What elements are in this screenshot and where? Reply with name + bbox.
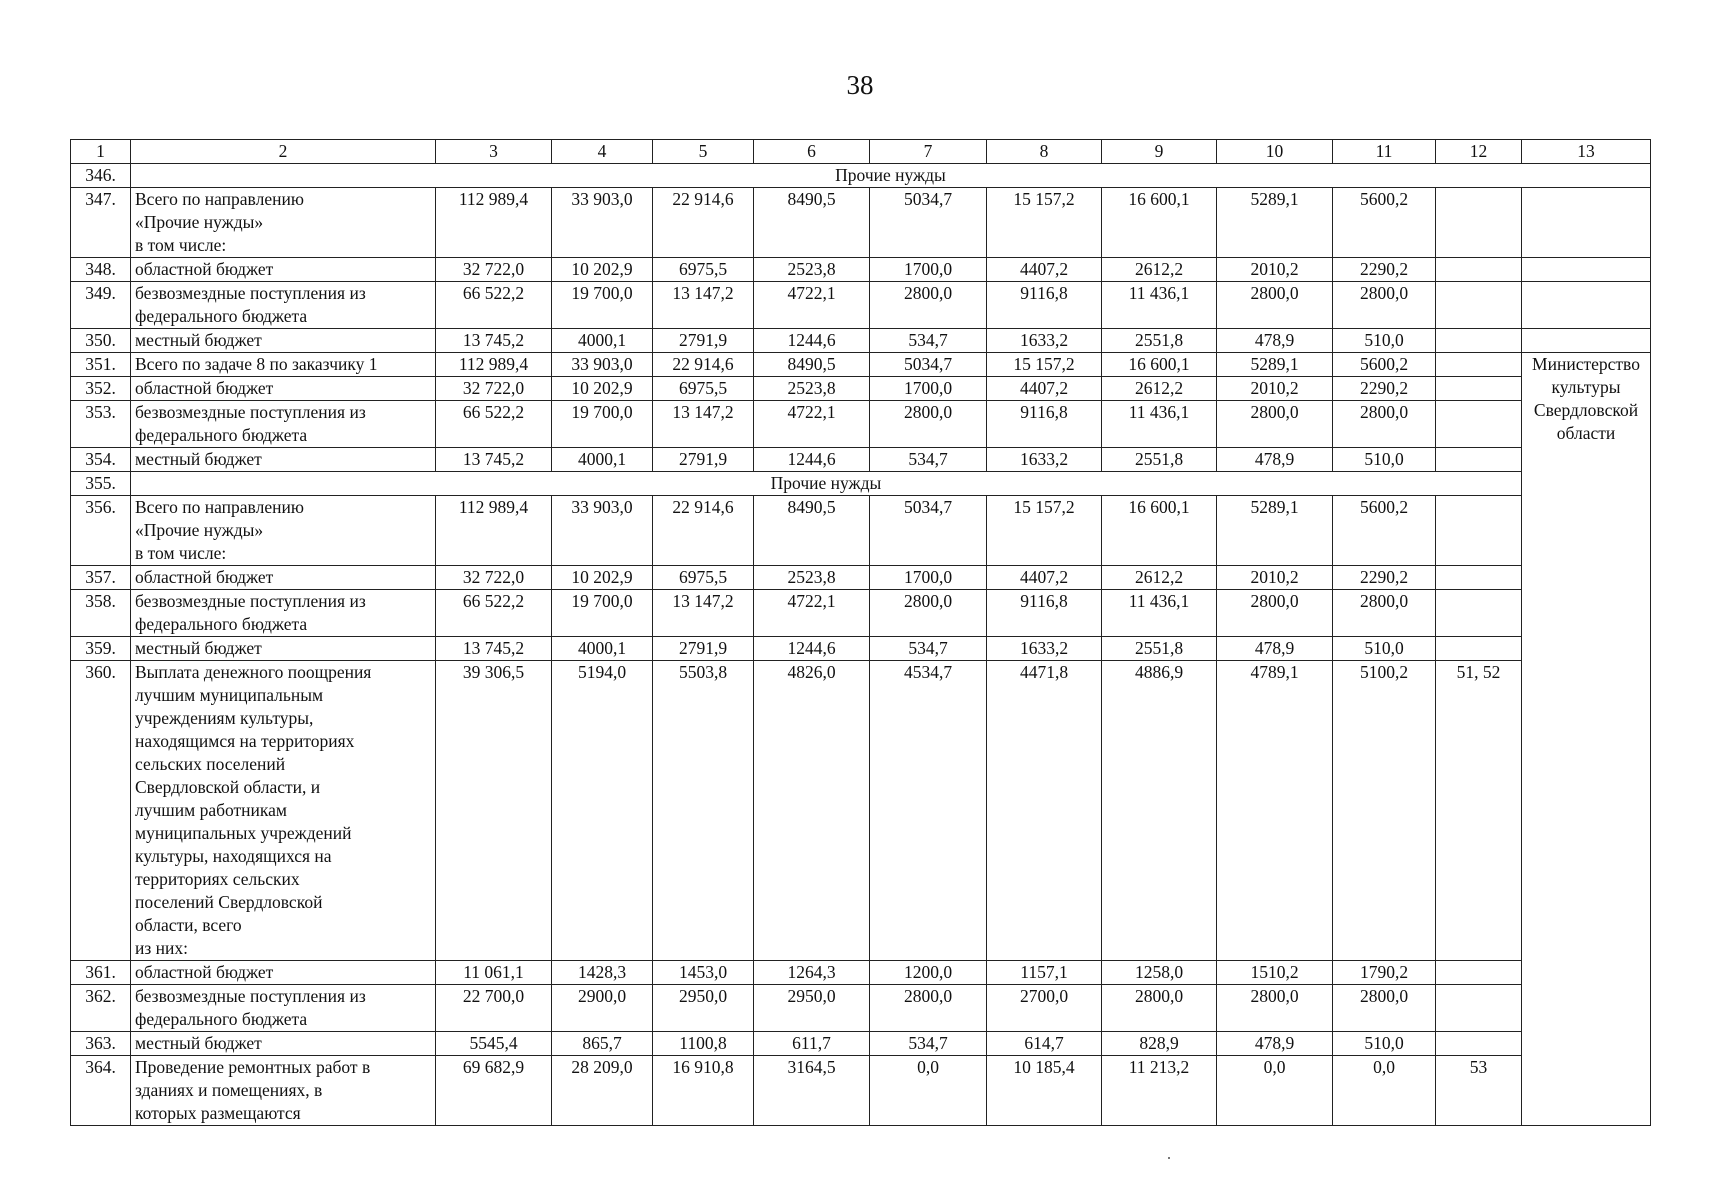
row-description (131, 282, 436, 329)
column-header-11: 11 (1333, 140, 1436, 164)
value-cell-col-11: 5600,2 (1333, 496, 1436, 566)
value-cell-col-4: 865,7 (552, 1032, 653, 1056)
value-cell-col-9: 2551,8 (1102, 637, 1217, 661)
table-row (71, 1056, 1651, 1126)
section-title: Прочие нужды (131, 472, 1522, 496)
row-description (131, 496, 436, 566)
row-number: 357. (71, 566, 131, 590)
value-cell-col-10: 478,9 (1217, 329, 1333, 353)
value-cell-col-5: 6975,5 (653, 258, 754, 282)
row-number: 363. (71, 1032, 131, 1056)
description-line: лучшим муниципальным (135, 685, 324, 705)
value-cell-col-10: 1510,2 (1217, 961, 1333, 985)
row-number: 359. (71, 637, 131, 661)
table-row (71, 282, 1651, 329)
value-cell-col-11: 1790,2 (1333, 961, 1436, 985)
value-cell-col-3: 112 989,4 (436, 188, 552, 258)
value-cell-col-5: 5503,8 (653, 661, 754, 961)
value-cell-col-7: 0,0 (870, 1056, 987, 1126)
column-header-2: 2 (131, 140, 436, 164)
row-number: 358. (71, 590, 131, 637)
value-cell-col-10: 2800,0 (1217, 985, 1333, 1032)
row-number: 349. (71, 282, 131, 329)
table-row (71, 377, 1651, 401)
value-cell-col-9: 2800,0 (1102, 985, 1217, 1032)
value-cell-col-5: 13 147,2 (653, 282, 754, 329)
value-cell-col-4: 5194,0 (552, 661, 653, 961)
value-cell-col-10: 5289,1 (1217, 188, 1333, 258)
value-cell-col-11: 2290,2 (1333, 377, 1436, 401)
value-cell-col-3: 39 306,5 (436, 661, 552, 961)
value-cell-col-5: 2791,9 (653, 448, 754, 472)
description-line: областной бюджет (135, 567, 274, 587)
value-cell-col-7: 1700,0 (870, 258, 987, 282)
value-cell-col-3: 13 745,2 (436, 329, 552, 353)
responsible-cell-empty (1522, 258, 1651, 282)
value-cell-col-7: 1700,0 (870, 377, 987, 401)
value-cell-col-6: 4722,1 (754, 401, 870, 448)
value-cell-col-3: 66 522,2 (436, 282, 552, 329)
row-description (131, 258, 436, 282)
value-cell-col-8: 4407,2 (987, 377, 1102, 401)
value-cell-col-6: 4722,1 (754, 590, 870, 637)
row-number: 351. (71, 353, 131, 377)
target-indicator-cell (1436, 961, 1522, 985)
row-number: 362. (71, 985, 131, 1032)
value-cell-col-6: 1244,6 (754, 448, 870, 472)
row-number: 360. (71, 661, 131, 961)
value-cell-col-8: 9116,8 (987, 401, 1102, 448)
value-cell-col-7: 2800,0 (870, 590, 987, 637)
row-number: 364. (71, 1056, 131, 1126)
value-cell-col-3: 22 700,0 (436, 985, 552, 1032)
value-cell-col-8: 15 157,2 (987, 188, 1102, 258)
value-cell-col-6: 1244,6 (754, 637, 870, 661)
value-cell-col-6: 8490,5 (754, 188, 870, 258)
row-number: 361. (71, 961, 131, 985)
description-line: местный бюджет (135, 638, 262, 658)
table-row (71, 1032, 1651, 1056)
value-cell-col-8: 1633,2 (987, 637, 1102, 661)
row-description (131, 329, 436, 353)
value-cell-col-11: 0,0 (1333, 1056, 1436, 1126)
table-row (71, 353, 1651, 377)
value-cell-col-8: 4471,8 (987, 661, 1102, 961)
description-line: безвозмездные поступления из (135, 402, 366, 422)
target-indicator-cell (1436, 377, 1522, 401)
value-cell-col-9: 2612,2 (1102, 258, 1217, 282)
description-line: федерального бюджета (135, 1009, 308, 1029)
description-line: Всего по направлению (135, 497, 304, 517)
value-cell-col-10: 5289,1 (1217, 353, 1333, 377)
target-indicator-cell (1436, 258, 1522, 282)
description-line: из них: (135, 938, 188, 958)
responsible-executor-cell (1522, 353, 1651, 1126)
description-line: Выплата денежного поощрения (135, 662, 372, 682)
value-cell-col-9: 16 600,1 (1102, 188, 1217, 258)
description-line: муниципальных учреждений (135, 823, 352, 843)
value-cell-col-11: 2290,2 (1333, 566, 1436, 590)
column-header-12: 12 (1436, 140, 1522, 164)
section-title: Прочие нужды (131, 164, 1651, 188)
value-cell-col-10: 2010,2 (1217, 566, 1333, 590)
description-line: зданиях и помещениях, в (135, 1080, 323, 1100)
column-header-7: 7 (870, 140, 987, 164)
value-cell-col-5: 22 914,6 (653, 353, 754, 377)
table-row (71, 329, 1651, 353)
value-cell-col-8: 10 185,4 (987, 1056, 1102, 1126)
table-row (71, 985, 1651, 1032)
row-number: 348. (71, 258, 131, 282)
target-indicator-cell (1436, 590, 1522, 637)
row-description (131, 353, 436, 377)
description-line: области, всего (135, 915, 242, 935)
value-cell-col-7: 2800,0 (870, 985, 987, 1032)
row-number: 347. (71, 188, 131, 258)
value-cell-col-3: 112 989,4 (436, 496, 552, 566)
description-line: безвозмездные поступления из (135, 986, 366, 1006)
row-description (131, 1032, 436, 1056)
value-cell-col-9: 16 600,1 (1102, 496, 1217, 566)
row-number: 346. (71, 164, 131, 188)
value-cell-col-3: 13 745,2 (436, 637, 552, 661)
value-cell-col-5: 1453,0 (653, 961, 754, 985)
value-cell-col-4: 33 903,0 (552, 353, 653, 377)
row-description (131, 448, 436, 472)
value-cell-col-3: 32 722,0 (436, 258, 552, 282)
value-cell-col-5: 22 914,6 (653, 188, 754, 258)
value-cell-col-10: 4789,1 (1217, 661, 1333, 961)
description-line: сельских поселений (135, 754, 286, 774)
table-row (71, 961, 1651, 985)
row-description (131, 566, 436, 590)
description-line: учреждениям культуры, (135, 708, 314, 728)
row-description (131, 590, 436, 637)
value-cell-col-8: 9116,8 (987, 590, 1102, 637)
value-cell-col-5: 16 910,8 (653, 1056, 754, 1126)
value-cell-col-8: 1633,2 (987, 329, 1102, 353)
value-cell-col-8: 4407,2 (987, 258, 1102, 282)
value-cell-col-7: 534,7 (870, 637, 987, 661)
budget-table (70, 139, 1651, 1126)
responsible-line: Министерство (1532, 354, 1640, 374)
value-cell-col-11: 5100,2 (1333, 661, 1436, 961)
value-cell-col-7: 1200,0 (870, 961, 987, 985)
responsible-line: Свердловской (1533, 400, 1639, 420)
description-line: «Прочие нужды» (135, 520, 264, 540)
value-cell-col-6: 4826,0 (754, 661, 870, 961)
value-cell-col-5: 13 147,2 (653, 401, 754, 448)
value-cell-col-9: 2551,8 (1102, 448, 1217, 472)
value-cell-col-4: 2900,0 (552, 985, 653, 1032)
value-cell-col-4: 19 700,0 (552, 590, 653, 637)
value-cell-col-4: 1428,3 (552, 961, 653, 985)
table-row (71, 661, 1651, 961)
value-cell-col-6: 611,7 (754, 1032, 870, 1056)
description-line: Проведение ремонтных работ в (135, 1057, 371, 1077)
column-header-13: 13 (1522, 140, 1651, 164)
responsible-cell-empty (1522, 282, 1651, 329)
table-row (71, 258, 1651, 282)
row-description (131, 637, 436, 661)
value-cell-col-4: 19 700,0 (552, 282, 653, 329)
value-cell-col-9: 16 600,1 (1102, 353, 1217, 377)
value-cell-col-10: 2010,2 (1217, 258, 1333, 282)
value-cell-col-4: 4000,1 (552, 637, 653, 661)
target-indicator-cell (1436, 401, 1522, 448)
value-cell-col-7: 1700,0 (870, 566, 987, 590)
description-line: Свердловской области, и (135, 777, 321, 797)
description-line: территориях сельских (135, 869, 300, 889)
row-description (131, 985, 436, 1032)
value-cell-col-6: 8490,5 (754, 353, 870, 377)
responsible-line: культуры (1551, 377, 1621, 397)
row-description (131, 661, 436, 961)
value-cell-col-9: 11 213,2 (1102, 1056, 1217, 1126)
value-cell-col-3: 69 682,9 (436, 1056, 552, 1126)
table-row (71, 637, 1651, 661)
value-cell-col-9: 11 436,1 (1102, 401, 1217, 448)
row-description (131, 961, 436, 985)
value-cell-col-9: 1258,0 (1102, 961, 1217, 985)
table-row (71, 590, 1651, 637)
value-cell-col-8: 1633,2 (987, 448, 1102, 472)
target-indicator-cell: 53 (1436, 1056, 1522, 1126)
description-line: местный бюджет (135, 1033, 262, 1053)
value-cell-col-5: 6975,5 (653, 566, 754, 590)
value-cell-col-5: 6975,5 (653, 377, 754, 401)
table-row (71, 448, 1651, 472)
value-cell-col-3: 112 989,4 (436, 353, 552, 377)
description-line: областной бюджет (135, 259, 274, 279)
value-cell-col-11: 510,0 (1333, 329, 1436, 353)
value-cell-col-11: 510,0 (1333, 637, 1436, 661)
value-cell-col-11: 2800,0 (1333, 282, 1436, 329)
responsible-line: области (1556, 423, 1616, 443)
value-cell-col-7: 4534,7 (870, 661, 987, 961)
table-row (71, 566, 1651, 590)
description-line: федерального бюджета (135, 614, 308, 634)
target-indicator-cell (1436, 329, 1522, 353)
value-cell-col-6: 2523,8 (754, 258, 870, 282)
value-cell-col-3: 66 522,2 (436, 401, 552, 448)
value-cell-col-11: 510,0 (1333, 448, 1436, 472)
value-cell-col-3: 13 745,2 (436, 448, 552, 472)
value-cell-col-10: 2800,0 (1217, 282, 1333, 329)
value-cell-col-9: 828,9 (1102, 1032, 1217, 1056)
column-header-4: 4 (552, 140, 653, 164)
target-indicator-cell (1436, 282, 1522, 329)
value-cell-col-11: 510,0 (1333, 1032, 1436, 1056)
value-cell-col-8: 15 157,2 (987, 353, 1102, 377)
value-cell-col-7: 534,7 (870, 329, 987, 353)
value-cell-col-8: 4407,2 (987, 566, 1102, 590)
column-header-5: 5 (653, 140, 754, 164)
value-cell-col-4: 19 700,0 (552, 401, 653, 448)
value-cell-col-10: 2800,0 (1217, 590, 1333, 637)
value-cell-col-9: 11 436,1 (1102, 590, 1217, 637)
value-cell-col-10: 478,9 (1217, 1032, 1333, 1056)
value-cell-col-7: 534,7 (870, 448, 987, 472)
description-line: в том числе: (135, 543, 227, 563)
target-indicator-cell: 51, 52 (1436, 661, 1522, 961)
table-row (71, 401, 1651, 448)
value-cell-col-9: 2551,8 (1102, 329, 1217, 353)
value-cell-col-3: 32 722,0 (436, 566, 552, 590)
target-indicator-cell (1436, 985, 1522, 1032)
description-line: поселений Свердловской (135, 892, 323, 912)
description-line: безвозмездные поступления из (135, 591, 366, 611)
value-cell-col-7: 5034,7 (870, 188, 987, 258)
value-cell-col-4: 33 903,0 (552, 496, 653, 566)
row-number: 355. (71, 472, 131, 496)
value-cell-col-8: 2700,0 (987, 985, 1102, 1032)
description-line: в том числе: (135, 235, 227, 255)
value-cell-col-7: 2800,0 (870, 282, 987, 329)
value-cell-col-6: 1244,6 (754, 329, 870, 353)
value-cell-col-4: 10 202,9 (552, 377, 653, 401)
value-cell-col-3: 11 061,1 (436, 961, 552, 985)
value-cell-col-7: 5034,7 (870, 353, 987, 377)
value-cell-col-4: 4000,1 (552, 448, 653, 472)
value-cell-col-5: 1100,8 (653, 1032, 754, 1056)
description-line: федерального бюджета (135, 425, 308, 445)
column-header-3: 3 (436, 140, 552, 164)
value-cell-col-4: 10 202,9 (552, 566, 653, 590)
row-number: 353. (71, 401, 131, 448)
column-header-8: 8 (987, 140, 1102, 164)
value-cell-col-11: 5600,2 (1333, 188, 1436, 258)
value-cell-col-7: 534,7 (870, 1032, 987, 1056)
table-header-row (71, 140, 1651, 164)
value-cell-col-11: 2800,0 (1333, 590, 1436, 637)
value-cell-col-9: 2612,2 (1102, 377, 1217, 401)
table-row (71, 496, 1651, 566)
value-cell-col-3: 66 522,2 (436, 590, 552, 637)
value-cell-col-4: 33 903,0 (552, 188, 653, 258)
target-indicator-cell (1436, 637, 1522, 661)
row-description (131, 1056, 436, 1126)
value-cell-col-4: 4000,1 (552, 329, 653, 353)
value-cell-col-5: 2950,0 (653, 985, 754, 1032)
value-cell-col-11: 2290,2 (1333, 258, 1436, 282)
description-line: областной бюджет (135, 378, 274, 398)
value-cell-col-10: 5289,1 (1217, 496, 1333, 566)
value-cell-col-6: 4722,1 (754, 282, 870, 329)
value-cell-col-3: 5545,4 (436, 1032, 552, 1056)
column-header-10: 10 (1217, 140, 1333, 164)
row-description (131, 188, 436, 258)
value-cell-col-8: 15 157,2 (987, 496, 1102, 566)
column-header-1: 1 (71, 140, 131, 164)
description-line: находящимся на территориях (135, 731, 355, 751)
value-cell-col-7: 2800,0 (870, 401, 987, 448)
value-cell-col-8: 614,7 (987, 1032, 1102, 1056)
value-cell-col-6: 3164,5 (754, 1056, 870, 1126)
target-indicator-cell (1436, 353, 1522, 377)
description-line: безвозмездные поступления из (135, 283, 366, 303)
row-description (131, 377, 436, 401)
section-row (71, 472, 1651, 496)
description-line: местный бюджет (135, 449, 262, 469)
row-number: 354. (71, 448, 131, 472)
description-line: федерального бюджета (135, 306, 308, 326)
value-cell-col-5: 2791,9 (653, 637, 754, 661)
value-cell-col-3: 32 722,0 (436, 377, 552, 401)
value-cell-col-9: 11 436,1 (1102, 282, 1217, 329)
description-line: культуры, находящихся на (135, 846, 332, 866)
row-number: 350. (71, 329, 131, 353)
value-cell-col-5: 2791,9 (653, 329, 754, 353)
value-cell-col-7: 5034,7 (870, 496, 987, 566)
value-cell-col-4: 10 202,9 (552, 258, 653, 282)
value-cell-col-8: 9116,8 (987, 282, 1102, 329)
value-cell-col-5: 22 914,6 (653, 496, 754, 566)
responsible-cell-empty (1522, 329, 1651, 353)
value-cell-col-6: 2523,8 (754, 377, 870, 401)
scan-speck (1168, 1157, 1170, 1159)
value-cell-col-6: 2523,8 (754, 566, 870, 590)
description-line: местный бюджет (135, 330, 262, 350)
section-row (71, 164, 1651, 188)
column-header-6: 6 (754, 140, 870, 164)
description-line: лучшим работникам (135, 800, 287, 820)
page-number: 38 (846, 70, 874, 100)
value-cell-col-6: 1264,3 (754, 961, 870, 985)
value-cell-col-11: 5600,2 (1333, 353, 1436, 377)
value-cell-col-10: 478,9 (1217, 637, 1333, 661)
value-cell-col-10: 2800,0 (1217, 401, 1333, 448)
description-line: которых размещаются (135, 1103, 301, 1123)
value-cell-col-10: 478,9 (1217, 448, 1333, 472)
value-cell-col-6: 8490,5 (754, 496, 870, 566)
row-description (131, 401, 436, 448)
row-number: 352. (71, 377, 131, 401)
column-header-9: 9 (1102, 140, 1217, 164)
value-cell-col-10: 2010,2 (1217, 377, 1333, 401)
responsible-cell-empty (1522, 188, 1651, 258)
value-cell-col-5: 13 147,2 (653, 590, 754, 637)
description-line: Всего по задаче 8 по заказчику 1 (135, 354, 378, 374)
value-cell-col-9: 2612,2 (1102, 566, 1217, 590)
value-cell-col-10: 0,0 (1217, 1056, 1333, 1126)
target-indicator-cell (1436, 448, 1522, 472)
value-cell-col-8: 1157,1 (987, 961, 1102, 985)
target-indicator-cell (1436, 496, 1522, 566)
table-body (71, 140, 1651, 1126)
value-cell-col-9: 4886,9 (1102, 661, 1217, 961)
value-cell-col-11: 2800,0 (1333, 401, 1436, 448)
value-cell-col-4: 28 209,0 (552, 1056, 653, 1126)
row-number: 356. (71, 496, 131, 566)
value-cell-col-11: 2800,0 (1333, 985, 1436, 1032)
target-indicator-cell (1436, 188, 1522, 258)
description-line: Всего по направлению (135, 189, 304, 209)
value-cell-col-6: 2950,0 (754, 985, 870, 1032)
target-indicator-cell (1436, 1032, 1522, 1056)
table-row (71, 188, 1651, 258)
description-line: «Прочие нужды» (135, 212, 264, 232)
description-line: областной бюджет (135, 962, 274, 982)
target-indicator-cell (1436, 566, 1522, 590)
